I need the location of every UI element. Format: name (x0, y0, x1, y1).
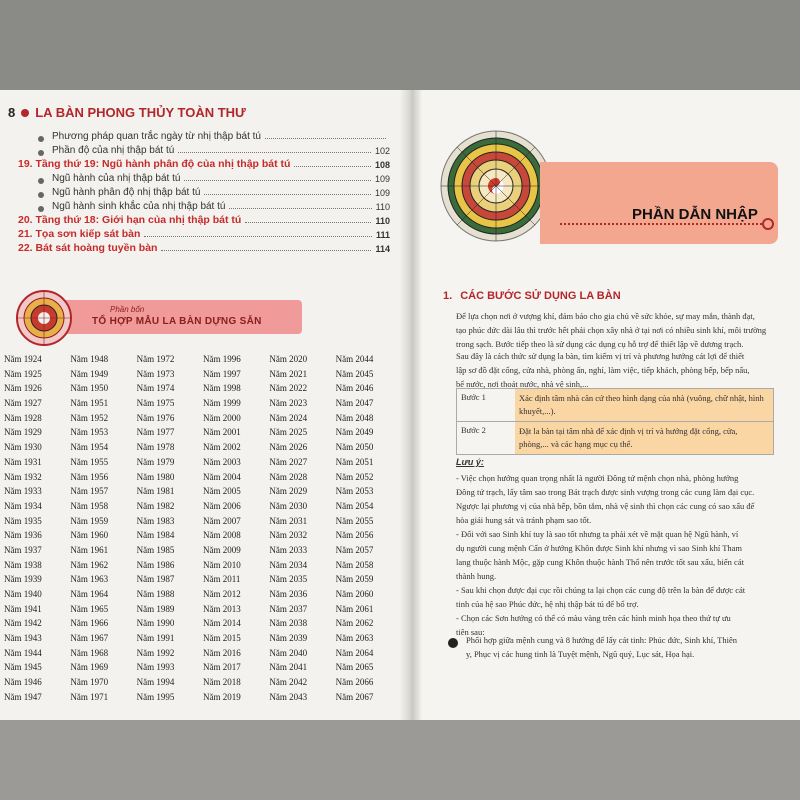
year-item: Năm 1934 (4, 500, 42, 511)
toc-bullet-icon (38, 136, 44, 142)
toc-entry (18, 240, 390, 254)
bullet-paragraph (466, 633, 790, 661)
year-item: Năm 2048 (335, 412, 374, 423)
year-item: Năm 2060 (335, 589, 374, 599)
year-item: Năm 1969 (70, 662, 109, 673)
year-item: Năm 1956 (70, 471, 109, 482)
year-item: Năm 2018 (203, 677, 241, 688)
year-item: Năm 2015 (203, 633, 241, 644)
year-column (70, 352, 136, 705)
year-item: Năm 1985 (136, 544, 175, 555)
year-item: Năm 2021 (269, 368, 308, 379)
year-item: Năm 2055 (335, 515, 374, 526)
text-line: y, Phục vị các hung tinh là Tuyệt mệnh, Ngũ quỷ, Lục sát, Họa hại. (466, 649, 695, 659)
year-item: Năm 2026 (269, 442, 308, 453)
year-item: Năm 2028 (269, 471, 308, 482)
year-item: Năm 1988 (136, 589, 175, 599)
year-item: Năm 1983 (136, 515, 175, 526)
year-item: Năm 1973 (136, 368, 175, 379)
year-item: Năm 2003 (203, 456, 241, 467)
year-item: Năm 2025 (269, 427, 308, 438)
step-text: Đặt la bàn tại tâm nhà để xác định vị trí và hướng đặt cổng, cửa, phòng,... và các hạng mục cụ thể. (515, 422, 773, 454)
year-item: Năm 1960 (70, 530, 109, 541)
year-item: Năm 1980 (136, 471, 175, 482)
year-item: Năm 2033 (269, 544, 308, 555)
text-line: - Đối với sao Sinh khí tuy là sao tốt nhưng ta phải xét về mặt quan hệ Ngũ hành, ví (456, 529, 739, 539)
year-item: Năm 1930 (4, 442, 42, 453)
year-item: Năm 2061 (335, 603, 374, 614)
year-item: Năm 2049 (335, 427, 374, 438)
year-item: Năm 2031 (269, 515, 308, 526)
year-item: Năm 2037 (269, 603, 308, 614)
book-gutter (400, 90, 422, 730)
year-item: Năm 2034 (269, 559, 308, 570)
year-item: Năm 1938 (4, 559, 42, 570)
text-line: hòa giải hung sát và tránh phạm sao tốt. (456, 515, 592, 525)
toc-entry-text: Phần độ của nhị thập bát tú (52, 145, 175, 156)
section-number: 1. (443, 290, 453, 302)
step-row (456, 422, 774, 455)
year-column (203, 352, 269, 705)
year-item: Năm 2051 (335, 456, 374, 467)
running-title: LA BÀN PHONG THỦY TOÀN THƯ (35, 105, 246, 120)
notes-paragraphs (456, 471, 790, 639)
year-item: Năm 2004 (203, 471, 241, 482)
year-item: Năm 1937 (4, 544, 42, 555)
text-line: Để lựa chọn nơi ở vượng khí, đảm bảo cho gia chủ về sức khỏe, sự may mắn, thành đạt, (456, 311, 755, 321)
year-item: Năm 2008 (203, 530, 241, 541)
year-item: Năm 1950 (70, 383, 109, 394)
text-line: tinh của hệ sao Phúc đức, hệ nhị thập bát tú để bổ trợ. (456, 599, 639, 609)
year-item: Năm 1928 (4, 412, 42, 423)
year-item: Năm 1940 (4, 589, 42, 599)
year-item: Năm 1991 (136, 633, 175, 644)
toc-bullet-icon (38, 206, 44, 212)
year-item: Năm 1981 (136, 486, 175, 497)
year-item: Năm 1982 (136, 500, 175, 511)
year-item: Năm 1925 (4, 368, 42, 379)
year-item: Năm 1972 (136, 354, 175, 364)
text-line: - Sau khi chọn được đại cục rồi chúng ta lại chọn các cung độ trên la bàn để được cát (456, 585, 746, 595)
year-item: Năm 1971 (70, 691, 109, 702)
year-item: Năm 1977 (136, 427, 175, 438)
year-item: Năm 1929 (4, 427, 42, 438)
year-item: Năm 2023 (269, 398, 308, 409)
year-grid (4, 352, 402, 705)
step-label: Bước 1 (461, 392, 486, 402)
year-item: Năm 1968 (70, 647, 109, 658)
year-item: Năm 1986 (136, 559, 175, 570)
year-item: Năm 1989 (136, 603, 175, 614)
toc-entry (18, 198, 390, 212)
year-item: Năm 1941 (4, 603, 42, 614)
year-item: Năm 1949 (70, 368, 109, 379)
text-line: Sau đây là cách thức sử dụng la bàn, tìm kiếm vị trí và phương hướng cát lợi để thiết (456, 351, 745, 361)
year-item: Năm 2014 (203, 618, 241, 629)
toc-entry-text: Ngũ hành phân độ nhị thập bát tú (52, 187, 201, 198)
year-item: Năm 1999 (203, 398, 241, 409)
year-item: Năm 1948 (70, 354, 109, 364)
year-item: Năm 2036 (269, 589, 308, 599)
year-item: Năm 1924 (4, 354, 42, 364)
intro-paragraph (456, 309, 786, 351)
toc-entry (18, 142, 390, 156)
year-item: Năm 2039 (269, 633, 308, 644)
toc-bullet-icon (38, 150, 44, 156)
year-item: Năm 2012 (203, 589, 241, 599)
part-banner (540, 162, 778, 244)
year-item: Năm 2032 (269, 530, 308, 541)
toc-leader-dots (161, 250, 371, 251)
year-item: Năm 1944 (4, 647, 42, 658)
text-line: thành hung. (456, 571, 497, 581)
text-line: lang thuộc hành Mộc, gặp cung Khôn thuộc hành Thổ nên trước tốt sau xấu, biến cát (456, 557, 744, 567)
section-heading (443, 290, 621, 302)
year-item: Năm 1976 (136, 412, 175, 423)
toc-bullet-icon (38, 192, 44, 198)
year-item: Năm 2063 (335, 633, 374, 644)
year-item: Năm 1939 (4, 574, 42, 585)
year-item: Năm 1955 (70, 456, 109, 467)
year-item: Năm 1964 (70, 589, 109, 599)
section-subtitle: Phần bốn (110, 305, 145, 314)
compass-icon (16, 290, 72, 346)
year-column (4, 352, 70, 705)
note-title: Lưu ý: (456, 457, 484, 467)
year-item: Năm 1953 (70, 427, 109, 438)
toc-page-number: 109 (374, 188, 390, 198)
bullet-icon (448, 638, 458, 648)
year-item: Năm 1958 (70, 500, 109, 511)
year-item: Năm 1967 (70, 633, 109, 644)
section-title: TỔ HỢP MẪU LA BÀN DỰNG SẴN (92, 316, 262, 327)
year-column (336, 352, 402, 705)
year-column (137, 352, 203, 705)
year-item: Năm 2029 (269, 486, 308, 497)
toc-page-number: 110 (375, 216, 390, 226)
year-item: Năm 2035 (269, 574, 308, 585)
year-item: Năm 2062 (335, 618, 374, 629)
year-item: Năm 2050 (335, 442, 374, 453)
toc-page-number: 111 (375, 230, 390, 240)
toc-page-number: 109 (374, 174, 390, 184)
year-item: Năm 1984 (136, 530, 175, 541)
toc-entry (18, 184, 390, 198)
year-item: Năm 2045 (335, 368, 374, 379)
year-item: Năm 1962 (70, 559, 109, 570)
year-item: Năm 1951 (70, 398, 109, 409)
toc-entry-text: 20. Tầng thứ 18: Giới hạn của nhị thập bát tú (18, 214, 242, 226)
year-item: Năm 1974 (136, 383, 175, 394)
text-line: Ngược lại phương vị của nhà bếp, bồn tắm, nhà vệ sinh thì chọn các cung có sao xấu để (456, 501, 755, 511)
text-line: lập sơ đồ đặt cổng, cửa nhà, phòng ấn, nghỉ, làm việc, tiếp khách, phòng bếp, bếp nấu, (456, 365, 750, 375)
year-item: Năm 2020 (269, 354, 308, 364)
year-item: Năm 1996 (203, 354, 241, 364)
year-item: Năm 1975 (136, 398, 175, 409)
steps-table (456, 388, 774, 455)
year-item: Năm 1932 (4, 471, 42, 482)
text-line: tạo phúc đức dài lâu thì trước hết phải chọn xây nhà ở tại nơi có nhiều sinh khí, môi trường (456, 325, 767, 335)
toc-page-number: 108 (374, 160, 390, 170)
toc-page-number: 102 (374, 146, 390, 156)
year-item: Năm 1952 (70, 412, 109, 423)
toc-entry-text: 22. Bát sát hoàng tuyền bàn (18, 242, 158, 254)
year-item: Năm 2059 (335, 574, 374, 585)
year-item: Năm 1992 (136, 647, 175, 658)
year-item: Năm 2043 (269, 691, 308, 702)
toc-entry-text: 21. Tọa sơn kiếp sát bàn (18, 228, 141, 240)
part-title: PHẦN DẪN NHẬP (632, 206, 758, 223)
year-item: Năm 1993 (136, 662, 175, 673)
year-item: Năm 1933 (4, 486, 42, 497)
year-item: Năm 1997 (203, 368, 241, 379)
year-item: Năm 2054 (335, 500, 374, 511)
year-item: Năm 2011 (203, 574, 241, 585)
toc-leader-dots (144, 236, 372, 237)
banner-end-dot-icon (762, 218, 774, 230)
year-item: Năm 2006 (203, 500, 241, 511)
banner-dotted-line (560, 223, 770, 225)
toc-entry (18, 156, 390, 170)
step-text: Xác định tâm nhà căn cứ theo hình dạng của nhà (vuông, chữ nhật, hình khuyết,...). (515, 389, 773, 421)
table-of-contents (18, 128, 390, 254)
running-header (8, 105, 246, 120)
toc-leader-dots (294, 166, 371, 167)
year-item: Năm 1965 (70, 603, 109, 614)
year-item: Năm 1995 (136, 691, 175, 702)
text-line: tiên sau: (456, 627, 485, 637)
year-item: Năm 1978 (136, 442, 175, 453)
year-item: Năm 2040 (269, 647, 308, 658)
year-item: Năm 2057 (335, 544, 374, 555)
year-item: Năm 1954 (70, 442, 109, 453)
toc-entry (18, 226, 390, 240)
year-item: Năm 1926 (4, 383, 42, 394)
toc-leader-dots (178, 152, 371, 153)
year-item: Năm 2009 (203, 544, 241, 555)
step-row (456, 388, 774, 422)
year-item: Năm 2056 (335, 530, 374, 541)
year-item: Năm 2022 (269, 383, 308, 394)
year-item: Năm 1942 (4, 618, 42, 629)
year-item: Năm 1957 (70, 486, 109, 497)
year-item: Năm 2047 (335, 398, 374, 409)
year-item: Năm 1961 (70, 544, 109, 555)
toc-entry (18, 170, 390, 184)
header-dot-icon (21, 109, 29, 117)
year-item: Năm 2046 (335, 383, 374, 394)
toc-leader-dots (184, 180, 371, 181)
text-line: trong sạch. Bước tiếp theo là sử dụng các dụng cụ hỗ trợ để thiết lập về dương trạch. (456, 339, 744, 349)
year-item: Năm 2052 (335, 471, 374, 482)
year-item: Năm 2010 (203, 559, 241, 570)
year-item: Năm 1936 (4, 530, 42, 541)
second-paragraph (456, 349, 786, 391)
toc-bullet-icon (38, 178, 44, 184)
year-item: Năm 1943 (4, 633, 42, 644)
year-item: Năm 1935 (4, 515, 42, 526)
toc-leader-dots (245, 222, 371, 223)
year-item: Năm 2058 (335, 559, 374, 570)
year-item: Năm 1998 (203, 383, 241, 394)
toc-entry-text: 19. Tầng thứ 19: Ngũ hành phân độ của nhị thập bát tú (18, 158, 291, 170)
year-item: Năm 2002 (203, 442, 241, 453)
year-item: Năm 2053 (335, 486, 374, 497)
toc-page-number: 114 (375, 244, 390, 254)
year-item: Năm 2038 (269, 618, 308, 629)
year-item: Năm 2042 (269, 677, 308, 688)
compass-illustration-icon (440, 130, 552, 242)
toc-leader-dots (229, 208, 371, 209)
toc-leader-dots (265, 138, 386, 139)
year-item: Năm 2066 (335, 677, 374, 688)
text-line: - Chọn các Sơn hướng có thể có màu vàng trên các hình minh họa theo thứ tự ưu (456, 613, 731, 623)
year-item: Năm 2000 (203, 412, 241, 423)
toc-entry (18, 212, 390, 226)
year-item: Năm 2017 (203, 662, 241, 673)
year-item: Năm 1979 (136, 456, 175, 467)
year-item: Năm 2027 (269, 456, 308, 467)
table-surface (0, 720, 800, 800)
year-item: Năm 2007 (203, 515, 241, 526)
text-line: Phối hợp giữa mệnh cung và 8 hướng để lấy cát tinh: Phúc đức, Sinh khí, Thiên (466, 635, 738, 645)
year-item: Năm 1994 (136, 677, 175, 688)
year-item: Năm 2019 (203, 691, 241, 702)
toc-entry-text: Ngũ hành của nhị thập bát tú (52, 173, 181, 184)
year-item: Năm 1963 (70, 574, 109, 585)
year-item: Năm 2001 (203, 427, 241, 438)
year-item: Năm 2041 (269, 662, 308, 673)
page-number: 8 (8, 105, 16, 120)
year-item: Năm 1927 (4, 398, 42, 409)
year-item: Năm 2030 (269, 500, 308, 511)
toc-page-number: 110 (375, 202, 390, 212)
text-line: dụ người cung mệnh Cấn ở hướng Khôn được Sinh khí nhưng vì sao Sinh khí Tham (456, 543, 743, 553)
year-item: Năm 1947 (4, 691, 42, 702)
text-line: Đông tứ trạch, lấy tâm sao trong Bát trạch được sinh vượng trong các cung làm đại cục. (456, 487, 755, 497)
year-item: Năm 2016 (203, 647, 241, 658)
year-item: Năm 2005 (203, 486, 241, 497)
toc-entry-text: Ngũ hành sinh khắc của nhị thập bát tú (52, 201, 226, 212)
year-item: Năm 2067 (335, 691, 374, 702)
year-item: Năm 1966 (70, 618, 109, 629)
text-line: bể nước, nơi thoát nước, nhà vệ sinh,... (456, 379, 589, 389)
year-item: Năm 1987 (136, 574, 175, 585)
year-column (269, 352, 335, 705)
toc-leader-dots (204, 194, 371, 195)
year-item: Năm 1959 (70, 515, 109, 526)
year-item: Năm 2064 (335, 647, 374, 658)
year-item: Năm 2065 (335, 662, 374, 673)
year-item: Năm 1970 (70, 677, 109, 688)
toc-entry (18, 128, 390, 142)
year-item: Năm 2013 (203, 603, 241, 614)
year-item: Năm 2024 (269, 412, 308, 423)
year-item: Năm 1931 (4, 456, 42, 467)
year-item: Năm 1946 (4, 677, 42, 688)
text-line: - Việc chọn hướng quan trọng nhất là người Đông tứ mệnh chọn nhà, phòng hướng (456, 473, 739, 483)
toc-entry-text: Phương pháp quan trắc ngày từ nhị thập bát tú (52, 131, 261, 142)
year-item: Năm 1990 (136, 618, 175, 629)
year-item: Năm 1945 (4, 662, 42, 673)
section-heading-text: CÁC BƯỚC SỬ DỤNG LA BÀN (460, 290, 621, 302)
step-label: Bước 2 (461, 425, 486, 435)
year-item: Năm 2044 (335, 354, 374, 364)
